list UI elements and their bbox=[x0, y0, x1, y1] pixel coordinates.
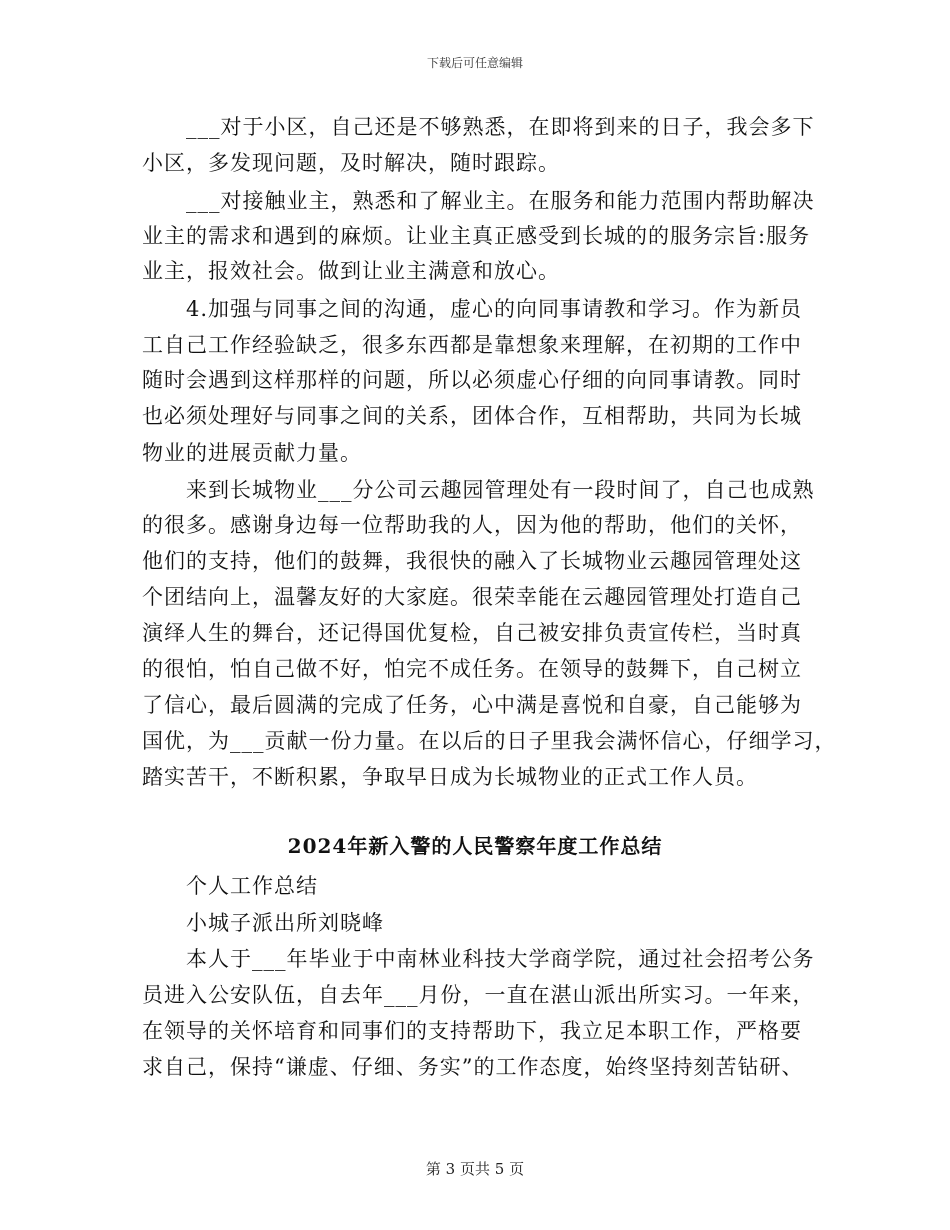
page-header: 下载后可任意编辑 bbox=[426, 56, 523, 70]
body-line: 来到长城物业___分公司云趣园管理处有一段时间了，自己也成熟 bbox=[186, 478, 815, 502]
body-line: 他们的支持，他们的鼓舞，我很快的融入了长城物业云趣园管理处这 bbox=[142, 549, 802, 573]
body-line: ___对接触业主，熟悉和了解业主。在服务和能力范围内帮助解决 bbox=[186, 189, 815, 213]
body-line: 踏实苦干，不断积累，争取早日成为长城物业的正式工作人员。 bbox=[142, 765, 758, 789]
body-line: 业主，报效社会。做到让业主满意和放心。 bbox=[142, 259, 560, 283]
section-title: 2024年新入警的人民警察年度工作总结 bbox=[287, 834, 663, 858]
body-line: 随时会遇到这样那样的问题，所以必须虚心仔细的向同事请教。同时 bbox=[142, 368, 802, 392]
section-line: 本人于___年毕业于中南林业科技大学商学院，通过社会招考公务 bbox=[186, 947, 815, 971]
section-line: 员进入公安队伍，自去年___月份，一直在湛山派出所实习。一年来， bbox=[142, 983, 815, 1007]
body-line: 的很多。感谢身边每一位帮助我的人，因为他的帮助，他们的关怀， bbox=[142, 513, 802, 537]
body-line: 工自己工作经验缺乏，很多东西都是靠想象来理解，在初期的工作中 bbox=[142, 333, 802, 357]
body-line: 国优，为___贡献一份力量。在以后的日子里我会满怀信心，仔细学习， bbox=[142, 729, 837, 753]
body-line: 了信心，最后圆满的完成了任务，心中满是喜悦和自豪，自己能够为 bbox=[142, 693, 802, 717]
body-line: 小区，多发现问题，及时解决，随时跟踪。 bbox=[142, 151, 560, 175]
body-line: ___对于小区，自己还是不够熟悉，在即将到来的日子，我会多下 bbox=[186, 115, 815, 139]
section-line: 小城子派出所刘晓峰 bbox=[186, 911, 384, 935]
body-line: 的很怕，怕自己做不好，怕完不成任务。在领导的鼓舞下，自己树立 bbox=[142, 657, 802, 681]
section-line: 求自己，保持“谦虚、仔细、务实”的工作态度，始终坚持刻苦钻研、 bbox=[142, 1055, 804, 1079]
body-line: 4.加强与同事之间的沟通，虚心的向同事请教和学习。作为新员 bbox=[186, 297, 803, 321]
body-line: 业主的需求和遇到的麻烦。让业主真正感受到长城的的服务宗旨:服务 bbox=[142, 224, 811, 248]
section-line: 个人工作总结 bbox=[186, 874, 318, 898]
page-footer: 第 3 页共 5 页 bbox=[425, 1160, 525, 1178]
body-line: 也必须处理好与同事之间的关系，团体合作，互相帮助，共同为长城 bbox=[142, 404, 802, 428]
body-line: 演绎人生的舞台，还记得国优复检，自己被安排负责宣传栏，当时真 bbox=[142, 621, 802, 645]
section-line: 在领导的关怀培育和同事们的支持帮助下，我立足本职工作，严格要 bbox=[142, 1019, 802, 1043]
body-line: 个团结向上，温馨友好的大家庭。很荣幸能在云趣园管理处打造自己 bbox=[142, 585, 802, 609]
body-line: 物业的进展贡献力量。 bbox=[142, 441, 362, 465]
